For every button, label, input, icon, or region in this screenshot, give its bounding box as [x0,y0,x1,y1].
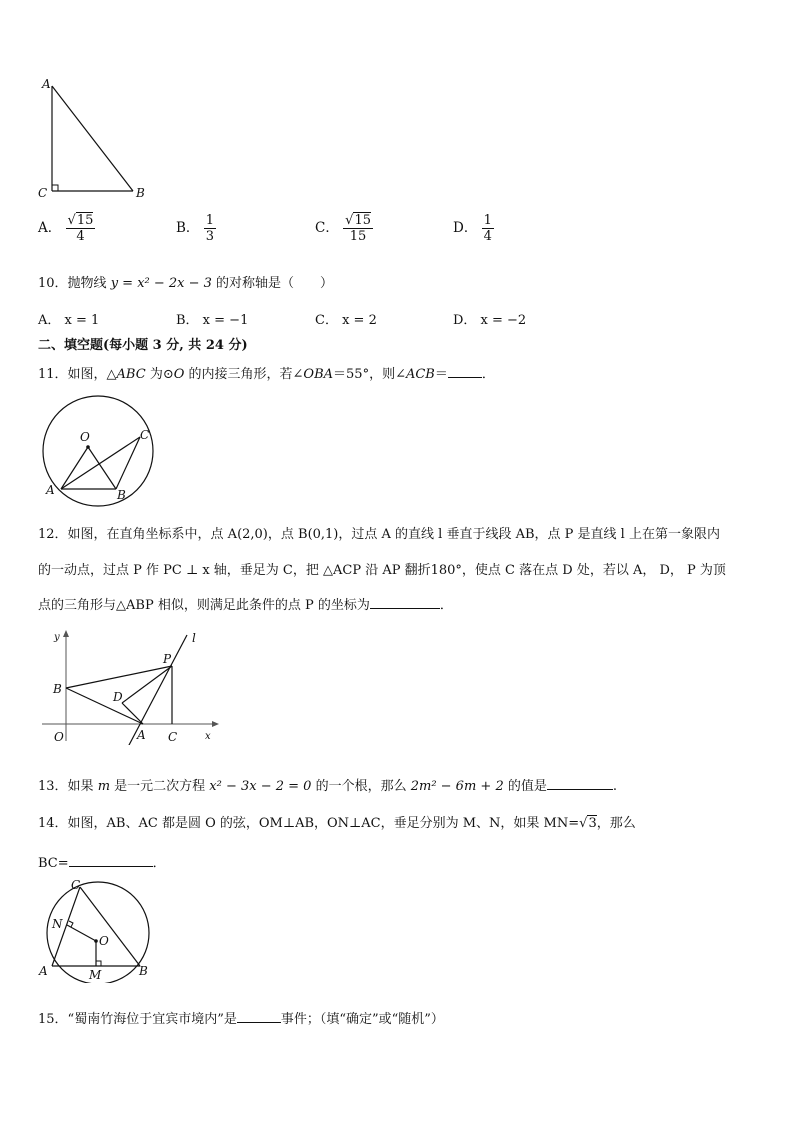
q11-text: 的内接三角形，若∠ [184,367,304,382]
q13-equation: x² − 3x − 2 = 0 [209,779,312,794]
label-a: A [137,728,146,742]
label-a: A [46,483,55,497]
coordinate-figure [38,625,223,745]
q9-option-b [176,213,216,244]
y-axis-arrow [63,630,69,637]
answer-blank [69,852,153,867]
label-c: C [71,878,81,892]
label-o: O [80,430,90,444]
q12-text: ． [439,598,453,613]
question-11 [38,363,495,385]
q14-text: BC= [38,856,69,871]
q9-option-c [315,213,373,244]
fraction [204,213,216,244]
fraction [66,213,96,244]
label-b: B [117,488,126,502]
right-angle-mark-m [96,961,101,966]
triangle-figure [30,74,160,204]
q10-stem-suffix: 的对称轴是（ ） [211,276,334,291]
seg-oa [61,447,88,489]
label-n: N [52,917,63,931]
q13-text: 的值是 [503,779,547,794]
label-b: B [139,964,148,978]
label-c: C [140,428,150,442]
question-15 [38,1008,444,1030]
q13-text: 的一个根，那么 [311,779,411,794]
section-heading: 二、填空题(每小题 3 分, 共 24 分) [38,338,248,353]
label-l: l [192,631,196,645]
q10-option-a: A． x = 1 [38,313,100,328]
q11-angle: OBA [303,367,334,382]
q10-option-c: C． x = 2 [315,313,377,328]
answer-blank [448,363,482,378]
vertex-label-a: A [42,77,51,91]
seg-ba [66,688,143,724]
q13-text: 13．如果 [38,779,98,794]
denominator: 3 [205,229,214,244]
fraction [482,213,494,244]
q11-text: ． [481,367,495,382]
q11-text: 11．如图， [38,367,107,382]
radicand: 15 [354,213,371,228]
q12-text: 点的三角形与△ABP 相似，则满足此条件的点 P 的坐标为 [38,598,370,613]
label-m: M [89,968,102,982]
sqrt: √15 [345,213,371,228]
center-point [86,445,90,449]
q11-text: ＝55°，则∠ [333,367,406,382]
label-a: A [39,964,48,978]
question-13 [38,775,617,797]
q9-option-a [38,213,95,244]
q11-triangle: △ABC [106,367,146,382]
sqrt: √3 [579,816,597,831]
option-label: A． [38,220,62,236]
answer-blank [237,1008,281,1023]
q14-text: ． [152,856,166,871]
option-label: C． [315,220,339,236]
question-14-line-2 [38,852,166,874]
label-o: O [54,730,64,744]
answer-blank [547,775,613,790]
q14-text: 14．如图，AB、AC 都是圆 O 的弦，OM⊥AB，ON⊥AC，垂足分别为 M、N，如果 MN= [38,816,580,831]
chord-bc [80,887,140,966]
q13-expression: 2m² − 6m + 2 [410,779,504,794]
q12-line-2: 的一动点，过点 P 作 PC ⊥ x 轴，垂足为 C，把 △ACP 沿 AP 翻折180°，使点 C 落在点 D 处，若以 A， D， P 为顶 [38,563,726,578]
answer-blank [370,594,440,609]
denominator: 4 [76,229,85,244]
q10-formula: y = x² − 2x − 3 [110,276,212,291]
label-c: C [168,730,178,744]
q10-stem-prefix: 10．抛物线 [38,276,111,291]
q12-line-1: 12．如图，在直角坐标系中，点 A(2,0)，点 B(0,1)，过点 A 的直线 l 垂直于线段 AB，点 P 是直线 l 上在第一象限内 [38,527,720,542]
seg-bp [66,666,172,688]
q13-variable: m [97,779,111,794]
seg-da [122,703,143,724]
sqrt: √15 [67,213,94,228]
label-p: P [163,652,172,666]
q14-text: ，那么 [596,816,636,831]
option-label: B． [176,220,200,236]
x-axis-arrow [212,721,219,727]
numerator: 1 [205,213,214,228]
label-y: y [54,632,60,643]
q11-text: 为⊙ [145,367,174,382]
seg-on [67,925,96,941]
vertex-label-b: B [136,186,145,200]
q11-circle: O [173,367,185,382]
denominator: 15 [349,229,367,244]
fraction [343,213,373,244]
radicand: 3 [588,816,597,831]
q10-option-d: D． x = −2 [453,313,527,328]
q11-angle: ACB [405,367,435,382]
label-x: x [205,731,211,742]
q12-line-3 [38,594,453,616]
radicand: 15 [76,213,94,228]
question-10 [38,274,333,294]
label-d: D [113,690,123,704]
q9-option-d [453,213,494,244]
numerator: 1 [483,213,492,228]
q15-text: 事件；（填“确定”或“随机”） [280,1012,444,1027]
chord-figure [34,877,162,983]
q13-text: . [612,779,617,794]
center-point [94,939,98,943]
side-ab [52,86,133,191]
q10-option-b: B． x = −1 [176,313,249,328]
label-o: O [99,934,109,948]
question-14 [38,814,636,834]
denominator: 4 [483,229,492,244]
q15-text: 15．“蜀南竹海位于宜宾市境内”是 [38,1012,237,1027]
q11-text: ＝ [434,367,448,382]
q13-text: 是一元二次方程 [110,779,210,794]
vertex-label-c: C [38,186,48,200]
circle-figure [32,393,172,508]
label-b: B [53,682,62,696]
right-angle-mark [52,185,58,191]
option-label: D． [453,220,478,236]
